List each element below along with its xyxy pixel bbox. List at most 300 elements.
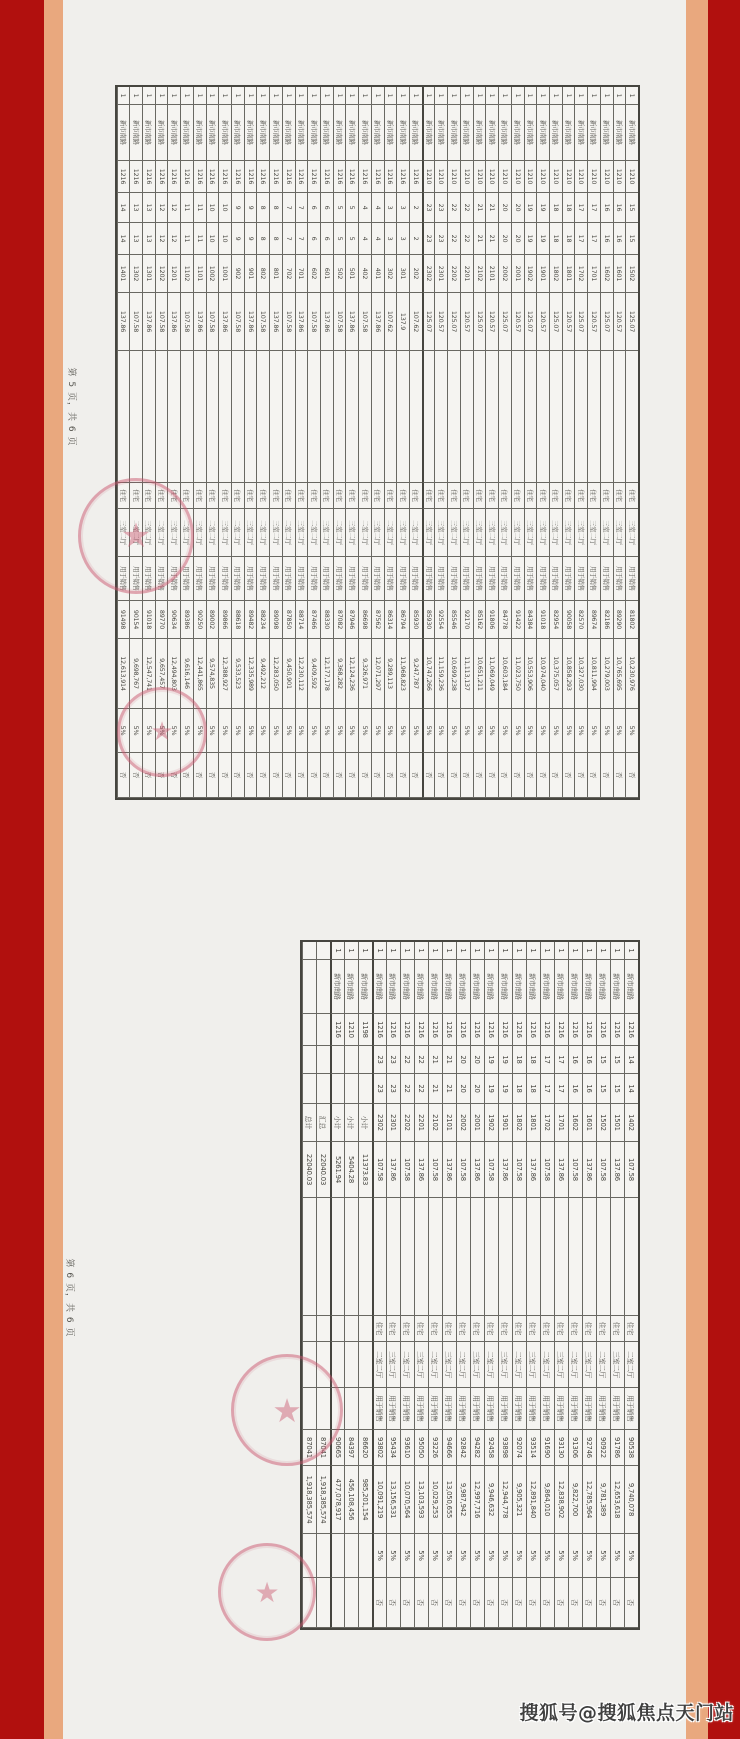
cell-room: 202: [409, 255, 422, 293]
table-row: [414, 942, 428, 1628]
cell-floor_actual: 6: [307, 223, 320, 255]
cell-floor_actual: 21: [485, 223, 498, 255]
cell-total_price: 12,547,741: [142, 639, 155, 709]
cell-layout: 三室二厅: [625, 509, 638, 557]
cell-layout: 三室二厅: [473, 509, 486, 557]
cell-total_price: 985,201,154: [358, 1466, 372, 1534]
cell-sale_purpose: 用于销售: [625, 557, 638, 601]
cell-flag: 否: [460, 753, 473, 798]
cell-room: 302: [384, 255, 397, 293]
cell-reserved: [295, 351, 308, 483]
cell-rate: 5%: [484, 1534, 498, 1578]
cell-room: 901: [244, 255, 257, 293]
cell-layout: 二室二厅: [155, 509, 168, 557]
cell-room: 1402: [624, 1104, 638, 1142]
cell-area_sqm: 137.9: [396, 293, 409, 351]
cell-sale_purpose: [330, 1388, 344, 1430]
cell-unit_price: 88234: [256, 601, 269, 639]
cell-location: 新市南路: [358, 105, 371, 161]
cell-building: 1216: [330, 1014, 344, 1046]
cell-location: 新市南路: [384, 105, 397, 161]
cell-floor_actual: 14: [117, 223, 130, 255]
cell-rate: 5%: [414, 1534, 428, 1578]
cell-unit_price: 89290: [613, 601, 626, 639]
cell-location: 新市南路: [568, 960, 582, 1014]
cell-unit_price: 89098: [269, 601, 282, 639]
cell-floor_actual: 15: [596, 1074, 610, 1104]
cell-location: 新市南路: [512, 960, 526, 1014]
cell-total_price: 13,156,531: [386, 1466, 400, 1534]
cell-total_price: 9,450,901: [282, 639, 295, 709]
cell-total_price: 10,070,564: [400, 1466, 414, 1534]
cell-phase: 1: [526, 942, 540, 960]
cell-reserved: [117, 351, 130, 483]
cell-phase: 1: [129, 87, 142, 105]
cell-reserved: [624, 1198, 638, 1316]
cell-unit_price: 85930: [422, 601, 435, 639]
cell-location: 新市南路: [231, 105, 244, 161]
table-row: [511, 87, 524, 798]
cell-phase: 1: [414, 942, 428, 960]
cell-building: 1216: [282, 161, 295, 193]
cell-total_price: 9,574,835: [206, 639, 219, 709]
cell-floor_nominal: 9: [244, 193, 257, 223]
cell-rate: 5%: [526, 1534, 540, 1578]
cell-phase: 1: [470, 942, 484, 960]
cell-phase: 1: [600, 87, 613, 105]
cell-room: 1101: [193, 255, 206, 293]
cell-building: 1216: [512, 1014, 526, 1046]
cell-building: 1210: [600, 161, 613, 193]
cell-reserved: [358, 1198, 372, 1316]
cell-floor_actual: 3: [396, 223, 409, 255]
cell-location: 新市南路: [180, 105, 193, 161]
cell-flag: 否: [358, 753, 371, 798]
cell-phase: 1: [269, 87, 282, 105]
cell-location: 新市南路: [386, 960, 400, 1014]
cell-floor_nominal: 13: [142, 193, 155, 223]
cell-room: 1702: [574, 255, 587, 293]
cell-phase: [302, 942, 316, 960]
cell-location: 新市南路: [295, 105, 308, 161]
cell-sale_purpose: 用于销售: [129, 557, 142, 601]
cell-building: 1198: [358, 1014, 372, 1046]
cell-flag: 否: [384, 753, 397, 798]
cell-usage: 住宅: [428, 1316, 442, 1342]
cell-floor_nominal: 18: [562, 193, 575, 223]
cell-flag: 否: [498, 753, 511, 798]
cell-layout: 二室二厅: [282, 509, 295, 557]
cell-building: 1210: [587, 161, 600, 193]
cell-building: 1216: [358, 161, 371, 193]
cell-phase: 1: [625, 87, 638, 105]
cell-usage: 住宅: [244, 483, 257, 509]
cell-floor_nominal: 9: [231, 193, 244, 223]
cell-rate: 5%: [512, 1534, 526, 1578]
cell-floor_nominal: 4: [371, 193, 384, 223]
cell-floor_nominal: 16: [600, 193, 613, 223]
cell-location: 新市南路: [330, 960, 344, 1014]
cell-sale_purpose: 用于销售: [536, 557, 549, 601]
cell-unit_price: 90665: [330, 1430, 344, 1466]
cell-reserved: [484, 1198, 498, 1316]
cell-building: 1210: [511, 161, 524, 193]
cell-flag: 否: [568, 1578, 582, 1628]
cell-phase: 1: [582, 942, 596, 960]
cell-unit_price: 90250: [193, 601, 206, 639]
cell-floor_actual: [358, 1074, 372, 1104]
cell-usage: 住宅: [129, 483, 142, 509]
cell-flag: 否: [206, 753, 219, 798]
cell-total_price: 12,494,803: [167, 639, 180, 709]
cell-floor_actual: 4: [358, 223, 371, 255]
cell-floor_actual: 17: [540, 1074, 554, 1104]
cell-area_sqm: 137.86: [442, 1142, 456, 1198]
cell-location: 新市南路: [414, 960, 428, 1014]
cell-sale_purpose: 用于销售: [473, 557, 486, 601]
cell-sale_purpose: 用于销售: [582, 1388, 596, 1430]
cell-building: 1210: [447, 161, 460, 193]
cell-rate: 5%: [473, 709, 486, 753]
cell-area_sqm: 137.86: [167, 293, 180, 351]
cell-layout: 二室二厅: [384, 509, 397, 557]
cell-unit_price: 93802: [372, 1430, 386, 1466]
cell-floor_actual: 23: [435, 223, 448, 255]
cell-floor_actual: 7: [295, 223, 308, 255]
cell-area_sqm: 107.58: [568, 1142, 582, 1198]
cell-unit_price: 92554: [435, 601, 448, 639]
cell-total_price: 10,699,238: [447, 639, 460, 709]
cell-sale_purpose: 用于销售: [447, 557, 460, 601]
cell-building: 1216: [155, 161, 168, 193]
table-row: [498, 942, 512, 1628]
cell-sale_purpose: 用于销售: [498, 557, 511, 601]
cell-unit_price: 87850: [282, 601, 295, 639]
cell-rate: 5%: [625, 709, 638, 753]
table-row: [624, 942, 638, 1628]
cell-area_sqm: 107.58: [400, 1142, 414, 1198]
cell-sale_purpose: 用于销售: [428, 1388, 442, 1430]
table-row: [610, 942, 624, 1628]
right-peach-border: [686, 0, 708, 1739]
cell-floor_actual: 12: [167, 223, 180, 255]
cell-phase: 1: [540, 942, 554, 960]
cell-phase: 1: [624, 942, 638, 960]
cell-flag: [344, 1578, 358, 1628]
table-row: [231, 87, 244, 798]
cell-phase: 1: [193, 87, 206, 105]
cell-reserved: [435, 351, 448, 483]
cell-area_sqm: 107.58: [282, 293, 295, 351]
cell-sale_purpose: 用于销售: [231, 557, 244, 601]
table-row: [396, 87, 409, 798]
cell-layout: 二室二厅: [256, 509, 269, 557]
cell-area_sqm: 137.86: [498, 1142, 512, 1198]
cell-layout: 三室二厅: [498, 509, 511, 557]
cell-sale_purpose: 用于销售: [435, 557, 448, 601]
cell-rate: 5%: [574, 709, 587, 753]
cell-flag: 否: [244, 753, 257, 798]
cell-sale_purpose: 用于销售: [386, 1388, 400, 1430]
cell-floor_nominal: 20: [456, 1046, 470, 1074]
cell-flag: 否: [587, 753, 600, 798]
cell-room: 601: [320, 255, 333, 293]
cell-unit_price: 93226: [428, 1430, 442, 1466]
cell-floor_nominal: 13: [129, 193, 142, 223]
cell-area_sqm: 120.57: [562, 293, 575, 351]
cell-room: 2301: [435, 255, 448, 293]
cell-unit_price: 91018: [142, 601, 155, 639]
cell-layout: 三室二厅: [269, 509, 282, 557]
cell-unit_price: 85162: [473, 601, 486, 639]
cell-location: 新市南路: [344, 960, 358, 1014]
cell-building: 1210: [473, 161, 486, 193]
cell-building: 1216: [320, 161, 333, 193]
cell-reserved: [302, 1198, 316, 1316]
cell-usage: 住宅: [372, 1316, 386, 1342]
cell-floor_actual: 22: [447, 223, 460, 255]
cell-floor_actual: 22: [460, 223, 473, 255]
cell-floor_nominal: 17: [574, 193, 587, 223]
cell-phase: 1: [422, 87, 435, 105]
pre-sale-listing-table-page6: [300, 940, 640, 1630]
cell-total_price: 10,747,266: [422, 639, 435, 709]
cell-floor_nominal: 8: [256, 193, 269, 223]
cell-floor_nominal: [316, 1046, 330, 1074]
cell-flag: 否: [574, 753, 587, 798]
cell-building: 1216: [428, 1014, 442, 1046]
cell-floor_nominal: 16: [568, 1046, 582, 1074]
cell-total_price: 10,765,695: [613, 639, 626, 709]
cell-unit_price: 87082: [333, 601, 346, 639]
cell-flag: 否: [422, 753, 435, 798]
cell-usage: 住宅: [549, 483, 562, 509]
cell-floor_actual: 18: [549, 223, 562, 255]
table-row: [484, 942, 498, 1628]
cell-usage: 住宅: [587, 483, 600, 509]
cell-layout: 三室二厅: [414, 1342, 428, 1388]
cell-area_sqm: 137.86: [269, 293, 282, 351]
cell-sale_purpose: 用于销售: [333, 557, 346, 601]
cell-rate: 5%: [333, 709, 346, 753]
cell-total_price: 1,918,385,574: [302, 1466, 316, 1534]
cell-unit_price: 91786: [610, 1430, 624, 1466]
cell-unit_price: 90634: [167, 601, 180, 639]
cell-rate: 5%: [470, 1534, 484, 1578]
cell-floor_actual: 20: [470, 1074, 484, 1104]
cell-building: 1210: [344, 1014, 358, 1046]
cell-location: 新市南路: [473, 105, 486, 161]
cell-location: 新市南路: [282, 105, 295, 161]
cell-building: 1216: [624, 1014, 638, 1046]
cell-phase: 1: [333, 87, 346, 105]
cell-phase: 1: [562, 87, 575, 105]
cell-sale_purpose: [344, 1388, 358, 1430]
cell-flag: 否: [582, 1578, 596, 1628]
cell-area_sqm: 137.86: [414, 1142, 428, 1198]
cell-total_price: 11,159,236: [435, 639, 448, 709]
cell-total_price: 9,533,523: [231, 639, 244, 709]
cell-flag: 否: [231, 753, 244, 798]
cell-flag: 否: [400, 1578, 414, 1628]
cell-flag: 否: [562, 753, 575, 798]
cell-usage: 住宅: [447, 483, 460, 509]
cell-phase: 1: [386, 942, 400, 960]
table-row: [470, 942, 484, 1628]
cell-building: 1216: [582, 1014, 596, 1046]
cell-room: 602: [307, 255, 320, 293]
cell-rate: 5%: [307, 709, 320, 753]
cell-floor_actual: 19: [484, 1074, 498, 1104]
cell-unit_price: 88714: [295, 601, 308, 639]
cell-reserved: [562, 351, 575, 483]
cell-layout: 三室二厅: [218, 509, 231, 557]
cell-reserved: [218, 351, 231, 483]
cell-room: 1702: [540, 1104, 554, 1142]
cell-building: 1216: [269, 161, 282, 193]
cell-location: 新市南路: [320, 105, 333, 161]
cell-location: 新市南路: [422, 105, 435, 161]
cell-flag: 否: [549, 753, 562, 798]
cell-area_sqm: 137.86: [526, 1142, 540, 1198]
cell-phase: 1: [344, 942, 358, 960]
cell-flag: 否: [345, 753, 358, 798]
cell-sale_purpose: 用于销售: [372, 1388, 386, 1430]
cell-floor_actual: 23: [386, 1074, 400, 1104]
cell-usage: [344, 1316, 358, 1342]
cell-flag: 否: [498, 1578, 512, 1628]
cell-area_sqm: 137.86: [582, 1142, 596, 1198]
cell-rate: 5%: [129, 709, 142, 753]
cell-total_price: 9,946,632: [484, 1466, 498, 1534]
cell-unit_price: 87946: [345, 601, 358, 639]
cell-floor_nominal: 22: [447, 193, 460, 223]
table-row: [447, 87, 460, 798]
cell-sale_purpose: 用于销售: [587, 557, 600, 601]
cell-reserved: [526, 1198, 540, 1316]
cell-rate: 5%: [180, 709, 193, 753]
cell-area_sqm: 107.58: [484, 1142, 498, 1198]
cell-rate: 5%: [372, 1534, 386, 1578]
cell-total_price: 10,553,906: [524, 639, 537, 709]
cell-room: 2302: [422, 255, 435, 293]
cell-building: 1210: [562, 161, 575, 193]
table-row: [330, 942, 344, 1628]
cell-location: 新市南路: [206, 105, 219, 161]
cell-floor_nominal: 3: [384, 193, 397, 223]
cell-phase: 1: [554, 942, 568, 960]
cell-sale_purpose: 用于销售: [117, 557, 130, 601]
table-row: [587, 87, 600, 798]
cell-reserved: [371, 351, 384, 483]
cell-location: 新市南路: [511, 105, 524, 161]
cell-floor_nominal: 16: [582, 1046, 596, 1074]
cell-floor_actual: 19: [536, 223, 549, 255]
cell-floor_actual: 23: [422, 223, 435, 255]
cell-sale_purpose: 用于销售: [524, 557, 537, 601]
cell-sale_purpose: 用于销售: [460, 557, 473, 601]
cell-sale_purpose: 用于销售: [256, 557, 269, 601]
cell-building: 1216: [218, 161, 231, 193]
cell-unit_price: 87466: [307, 601, 320, 639]
cell-room: 1601: [613, 255, 626, 293]
cell-rate: 5%: [485, 709, 498, 753]
cell-floor_nominal: 7: [282, 193, 295, 223]
cell-room: 1302: [129, 255, 142, 293]
cell-flag: 否: [470, 1578, 484, 1628]
cell-flag: 否: [447, 753, 460, 798]
cell-building: 1210: [422, 161, 435, 193]
cell-location: 新市南路: [540, 960, 554, 1014]
cell-reserved: [540, 1198, 554, 1316]
cell-total_price: 12,071,297: [371, 639, 384, 709]
cell-floor_nominal: [330, 1046, 344, 1074]
cell-total_price: 9,326,971: [358, 639, 371, 709]
cell-sale_purpose: 用于销售: [568, 1388, 582, 1430]
cell-unit_price: 90058: [562, 601, 575, 639]
cell-location: 新市南路: [587, 105, 600, 161]
cell-sale_purpose: 用于销售: [613, 557, 626, 601]
cell-building: 1216: [129, 161, 142, 193]
cell-area_sqm: 107.58: [256, 293, 269, 351]
cell-flag: 否: [117, 753, 130, 798]
cell-area_sqm: 120.57: [613, 293, 626, 351]
cell-total_price: 12,997,716: [470, 1466, 484, 1534]
cell-room: 1301: [142, 255, 155, 293]
cell-floor_actual: 17: [554, 1074, 568, 1104]
cell-flag: [330, 1578, 344, 1628]
cell-usage: 住宅: [117, 483, 130, 509]
cell-phase: 1: [460, 87, 473, 105]
cell-total_price: 9,657,457: [155, 639, 168, 709]
cell-usage: 住宅: [371, 483, 384, 509]
cell-usage: 住宅: [540, 1316, 554, 1342]
cell-reserved: [568, 1198, 582, 1316]
cell-reserved: [269, 351, 282, 483]
table-row: [384, 87, 397, 798]
cell-layout: 二室二厅: [512, 1342, 526, 1388]
cell-room: 2002: [456, 1104, 470, 1142]
cell-rate: 5%: [256, 709, 269, 753]
cell-reserved: [396, 351, 409, 483]
cell-floor_actual: 14: [624, 1074, 638, 1104]
cell-location: 新市南路: [256, 105, 269, 161]
cell-location: 新市南路: [269, 105, 282, 161]
cell-unit_price: 95050: [414, 1430, 428, 1466]
cell-reserved: [244, 351, 257, 483]
cell-usage: 住宅: [524, 483, 537, 509]
cell-flag: 否: [428, 1578, 442, 1628]
cell-layout: 二室二厅: [333, 509, 346, 557]
cell-layout: 二室二厅: [358, 509, 371, 557]
cell-usage: 住宅: [512, 1316, 526, 1342]
table-row: [524, 87, 537, 798]
cell-sale_purpose: 用于销售: [596, 1388, 610, 1430]
cell-phase: 1: [345, 87, 358, 105]
cell-reserved: [442, 1198, 456, 1316]
cell-layout: 三室二厅: [386, 1342, 400, 1388]
cell-room: 小计: [358, 1104, 372, 1142]
cell-layout: 二室二厅: [372, 1342, 386, 1388]
cell-room: 2301: [386, 1104, 400, 1142]
cell-phase: 1: [307, 87, 320, 105]
cell-usage: 住宅: [345, 483, 358, 509]
cell-unit_price: 87041: [302, 1430, 316, 1466]
cell-total_price: 9,740,078: [624, 1466, 638, 1534]
cell-floor_actual: 10: [218, 223, 231, 255]
cell-area_sqm: 120.57: [511, 293, 524, 351]
cell-unit_price: 93898: [498, 1430, 512, 1466]
